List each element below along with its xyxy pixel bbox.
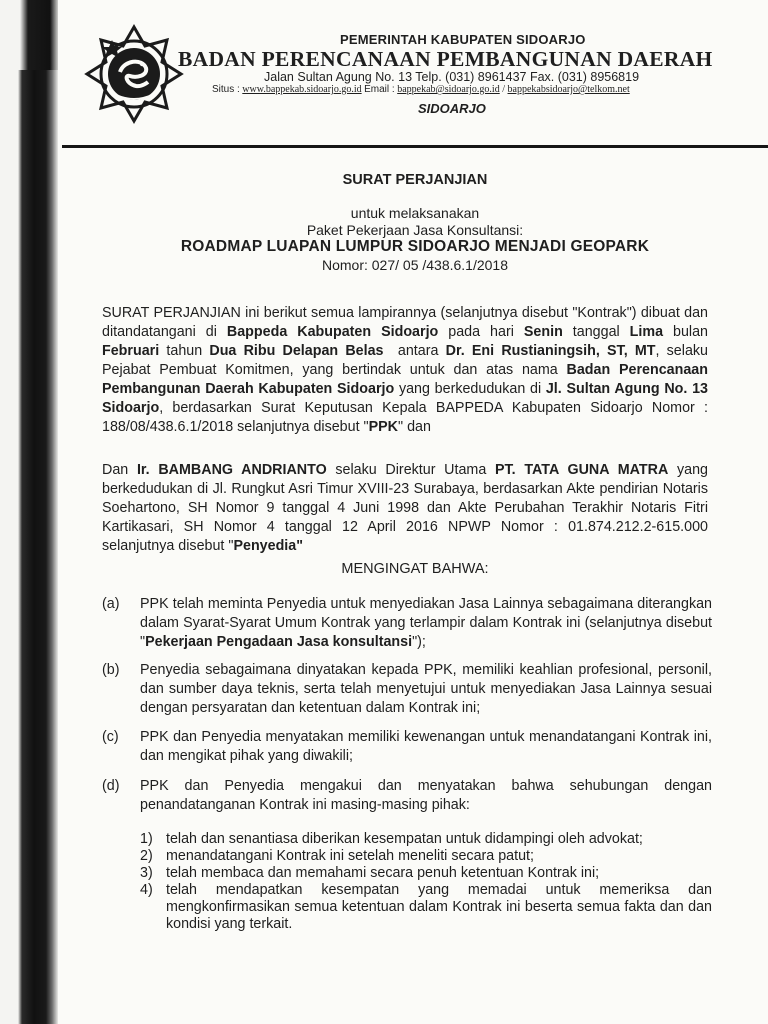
site-label: Situs :	[212, 84, 240, 95]
provider-paragraph	[102, 461, 708, 556]
scan-binding-edge	[0, 0, 58, 1024]
email-link-secondary[interactable]: bappekabsidoarjo@telkom.net	[507, 84, 630, 95]
email-link-primary[interactable]: bappekab@sidoarjo.go.id	[397, 84, 500, 95]
text-run: Dan	[102, 462, 137, 478]
text-run: ");	[412, 634, 426, 650]
document-page	[62, 0, 768, 1024]
item-text: PPK dan Penyedia mengakui dan menyatakan bahwa sehubungan dengan penandatanganan Kontrak ini masing-masing pihak:	[140, 778, 712, 813]
official-name: Dr. Eni Rustianingsih, ST, MT	[445, 343, 656, 359]
email-separator: /	[502, 84, 505, 95]
date-year: Dua Ribu Delapan Belas	[209, 343, 384, 359]
text-run: tanggal	[562, 324, 630, 340]
title-subline-2: Paket Pekerjaan Jasa Konsultansi:	[306, 222, 524, 238]
letterhead-divider	[62, 145, 768, 148]
text-run: tahun	[159, 343, 210, 359]
text-run: antara	[383, 343, 446, 359]
agency-street: Jl. Sultan Agung No. 13 Sidoarjo	[102, 381, 708, 416]
sub-item-number: 2)	[140, 848, 153, 864]
text-run: selaku Direktur Utama	[326, 462, 495, 478]
agency-contacts	[212, 84, 630, 95]
text-run: SURAT PERJANJIAN ini berikut semua lampirannya (selanjutnya disebut "Kontrak") dibuat dan ditandatangani di	[102, 305, 708, 340]
item-text: Penyedia sebagaimana dinyatakan kepada PPK, memiliki keahlian profesional, personil, dan sumber daya teknis, serta telah menyetujui untuk menyediakan Jasa Lainnya sesuai dengan persyaratan dan ketentuan dalam Kontrak ini;	[140, 662, 712, 716]
place-name: Bappeda Kabupaten Sidoarjo	[226, 324, 439, 340]
sub-item-text: telah mendapatkan kesempatan yang memadai untuk memeriksa dan mengkonfirmasikan semua ketentuan dalam Kontrak ini beserta semua fakta dan dan kondisi yang terkait.	[166, 882, 712, 932]
item-text	[140, 595, 712, 652]
sidoarjo-seal-logo	[84, 24, 184, 124]
opening-paragraph	[102, 304, 708, 437]
text-run: bulan	[663, 324, 709, 340]
sub-item-text: telah dan senantiasa diberikan kesempatan untuk didampingi oleh advokat;	[166, 831, 643, 847]
sub-item-number: 1)	[140, 831, 153, 847]
email-label: Email :	[364, 84, 395, 95]
text-run: yang berkedudukan di Jl. Rungkut Asri Timur XVIII-23 Surabaya, berdasarkan Akte pendirian Notaris Soehartono, SH Nomor 9 tanggal 4 Juni 1998 dan Akte Perubahan Terakhir Notaris Fitri Kartikasari, SH Nomor 4 tanggal 12 April 2016 NPWP Nomor : 01.874.212.2-615.000 selanjutnya disebut "	[102, 462, 709, 554]
contract-number: Nomor: 027/ 05 /438.6.1/2018	[321, 257, 509, 273]
text-run: pada hari	[438, 324, 524, 340]
sub-item-text: menandatangani Kontrak ini setelah meneliti secara patut;	[166, 848, 534, 864]
project-name: ROADMAP LUAPAN LUMPUR SIDOARJO MENJADI GEOPARK	[180, 238, 650, 255]
item-label: (c)	[102, 729, 119, 745]
director-name: Ir. BAMBANG ANDRIANTO	[136, 462, 327, 478]
date-day: Lima	[629, 324, 664, 340]
document-title: SURAT PERJANJIAN	[342, 172, 488, 188]
item-label: (a)	[102, 596, 120, 612]
government-name: PEMERINTAH KABUPATEN SIDOARJO	[340, 32, 586, 47]
agency-name: BADAN PERENCANAAN PEMBANGUNAN DAERAH	[178, 47, 713, 71]
recitals-heading: MENGINGAT BAHWA:	[341, 561, 489, 577]
item-text: PPK dan Penyedia menyatakan memiliki kewenangan untuk menandatangani Kontrak ini, dan mengikat pihak yang diwakili;	[140, 729, 712, 764]
item-label: (d)	[102, 778, 120, 794]
text-run: " dan	[398, 419, 431, 435]
text-run: yang berkedudukan di	[394, 381, 546, 397]
text-run: PPK telah meminta Penyedia untuk menyediakan Jasa Lainnya sebagaimana diterangkan dalam Syarat-Syarat Umum Kontrak yang terlampir dalam Kontrak ini (selanjutnya disebut "	[140, 596, 712, 650]
date-month: Februari	[102, 343, 160, 359]
agency-full-name: Badan Perencanaan Pembangunan Daerah Kabupaten Sidoarjo	[102, 362, 708, 397]
text-run: , berdasarkan Surat Keputusan Kepala BAPPEDA Kabupaten Sidoarjo Nomor : 188/08/438.6.1/2018 selanjutnya disebut "	[102, 400, 708, 435]
title-subline-1: untuk melaksanakan	[350, 205, 480, 221]
sub-item-text: telah membaca dan memahami secara penuh ketentuan Kontrak ini;	[166, 865, 600, 881]
day-name: Senin	[523, 324, 563, 340]
sub-item-number: 4)	[140, 882, 153, 898]
scan-binding-edge-top	[0, 0, 58, 70]
letterhead-city: SIDOARJO	[418, 101, 486, 116]
work-name: Pekerjaan Pengadaan Jasa konsultansi	[145, 634, 413, 650]
agency-address: Jalan Sultan Agung No. 13 Telp. (031) 8961437 Fax. (031) 8956819	[264, 70, 640, 84]
text-run: , selaku Pejabat Pembuat Komitmen, yang bertindak untuk dan atas nama	[102, 343, 708, 378]
party-alias-ppk: PPK	[368, 419, 399, 435]
item-label: (b)	[102, 662, 120, 678]
sub-item-number: 3)	[140, 865, 153, 881]
company-name: PT. TATA GUNA MATRA	[495, 462, 669, 478]
website-link[interactable]: www.bappekab.sidoarjo.go.id	[242, 84, 362, 95]
party-alias-penyedia: Penyedia"	[233, 538, 304, 554]
